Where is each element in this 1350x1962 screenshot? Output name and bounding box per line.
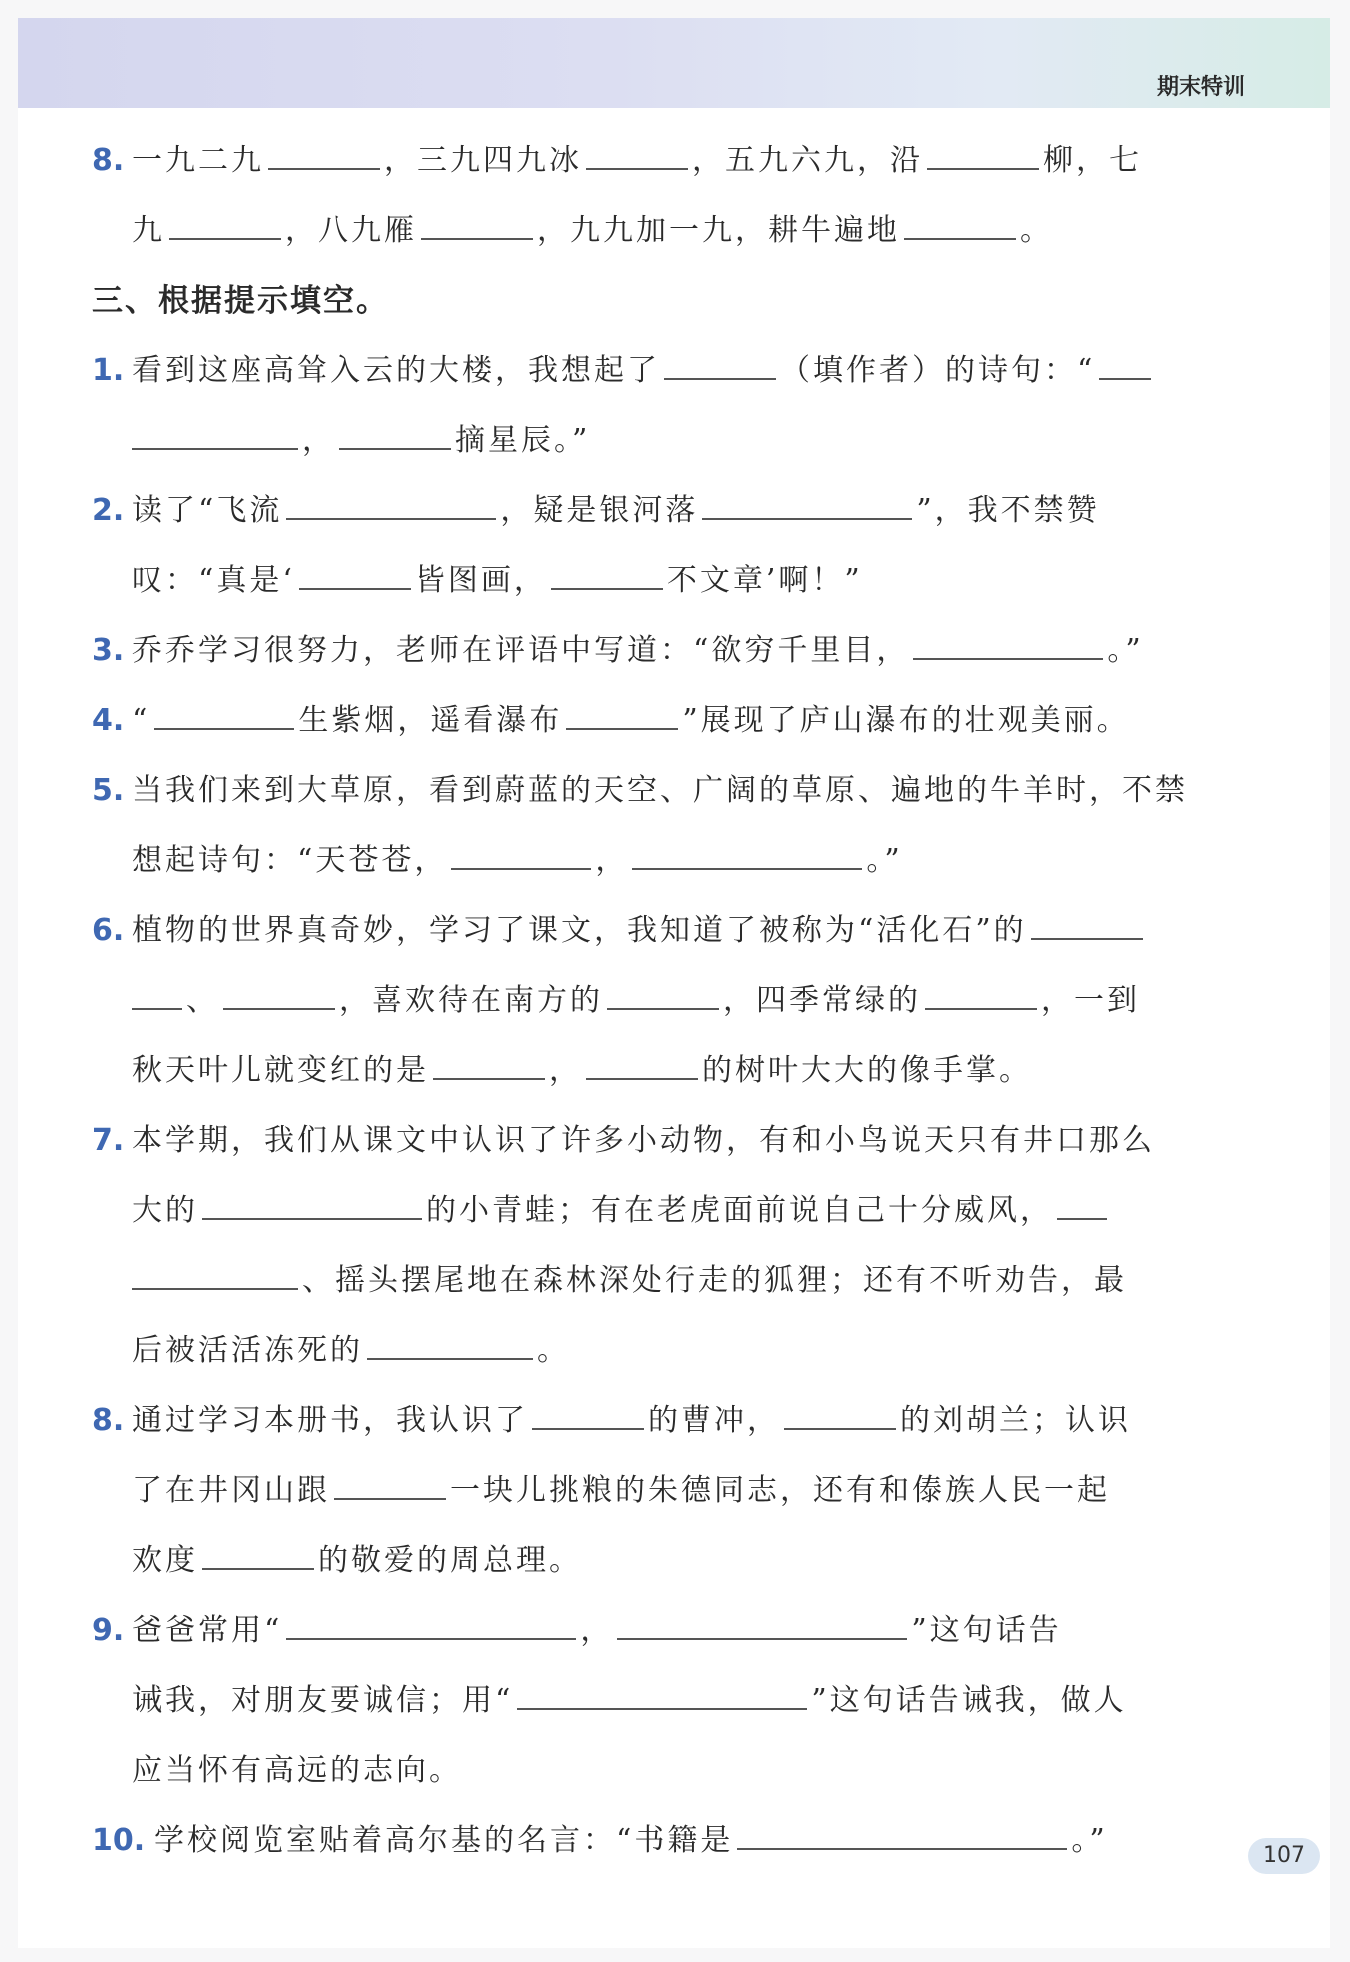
q3-line-1: 3. 乔乔学习很努力，老师在评语中写道：“欲穷千里目， 。” bbox=[92, 616, 1262, 686]
answer-blank[interactable] bbox=[132, 982, 182, 1010]
q7-line-1: 7. 本学期，我们从课文中认识了许多小动物，有和小鸟说天只有井口那么 bbox=[92, 1106, 1262, 1176]
workbook-page bbox=[18, 18, 1330, 1948]
q8a-line-1: 8. 一九二九 ，三九四九冰 ，五九六九，沿 柳，七 bbox=[92, 126, 1262, 196]
q2-line-1: 2. 读了“飞流 ，疑是银河落 ”，我不禁赞 bbox=[92, 476, 1262, 546]
q7-line-4: 后被活活冻死的 。 bbox=[132, 1333, 570, 1368]
answer-blank[interactable] bbox=[132, 422, 298, 450]
answer-blank[interactable] bbox=[517, 1682, 807, 1710]
answer-blank[interactable] bbox=[737, 1822, 1067, 1850]
answer-blank[interactable] bbox=[367, 1332, 533, 1360]
answer-blank[interactable] bbox=[784, 1402, 896, 1430]
page-number: 107 bbox=[1248, 1838, 1320, 1874]
q8a-line-2: 九 ，八九雁 ，九九加一九，耕牛遍地 。 bbox=[132, 213, 1053, 248]
q9-line-2: 诫我，对朋友要诚信；用“ ”这句话告诫我，做人 bbox=[132, 1683, 1127, 1718]
question-number: 10. bbox=[92, 1823, 146, 1858]
answer-blank[interactable] bbox=[1031, 912, 1143, 940]
answer-blank[interactable] bbox=[913, 632, 1103, 660]
q8b-line-3: 欢度 的敬爱的周总理。 bbox=[132, 1543, 582, 1578]
answer-blank[interactable] bbox=[607, 982, 719, 1010]
q5-line-2: 想起诗句：“天苍苍， ， 。” bbox=[132, 843, 903, 878]
q2-line-2: 叹：“真是‘ 皆图画， 不文章’啊！” bbox=[132, 563, 863, 598]
q6-line-2: 、 ，喜欢待在南方的 ，四季常绿的 ，一到 bbox=[92, 966, 1262, 1036]
q5-line-1: 5. 当我们来到大草原，看到蔚蓝的天空、广阔的草原、遍地的牛羊时，不禁 bbox=[92, 756, 1262, 826]
question-number: 2. bbox=[92, 493, 125, 528]
answer-blank[interactable] bbox=[566, 702, 678, 730]
section-title: 三、根据提示填空。 bbox=[92, 283, 389, 319]
content bbox=[92, 126, 1262, 1876]
answer-blank[interactable] bbox=[586, 1052, 698, 1080]
answer-blank[interactable] bbox=[202, 1542, 314, 1570]
answer-blank[interactable] bbox=[925, 982, 1037, 1010]
header-band bbox=[18, 18, 1330, 108]
q7-line-3: 、摇头摆尾地在森林深处行走的狐狸；还有不听劝告，最 bbox=[92, 1246, 1262, 1316]
question-number: 4. bbox=[92, 703, 125, 738]
q4-line-1: 4. “ 生紫烟，遥看瀑布 ”展现了庐山瀑布的壮观美丽。 bbox=[92, 686, 1262, 756]
q1-line-2: ， 摘星辰。” bbox=[92, 406, 1262, 476]
answer-blank[interactable] bbox=[433, 1052, 545, 1080]
question-number: 1. bbox=[92, 353, 125, 388]
q9-line-3: 应当怀有高远的志向。 bbox=[132, 1753, 462, 1788]
answer-blank[interactable] bbox=[169, 212, 281, 240]
question-number: 7. bbox=[92, 1123, 125, 1158]
answer-blank[interactable] bbox=[664, 352, 776, 380]
question-number: 3. bbox=[92, 633, 125, 668]
answer-blank[interactable] bbox=[268, 142, 380, 170]
answer-blank[interactable] bbox=[617, 1612, 907, 1640]
question-number: 5. bbox=[92, 773, 125, 808]
answer-blank[interactable] bbox=[202, 1192, 422, 1220]
answer-blank[interactable] bbox=[1057, 1192, 1107, 1220]
q8b-line-1: 8. 通过学习本册书，我认识了 的曹冲， 的刘胡兰；认识 bbox=[92, 1386, 1262, 1456]
q1-line-1: 1. 看到这座高耸入云的大楼，我想起了 （填作者）的诗句：“ bbox=[92, 336, 1262, 406]
answer-blank[interactable] bbox=[532, 1402, 644, 1430]
q10-line-1: 10. 学校阅览室贴着高尔基的名言：“书籍是 。” bbox=[92, 1806, 1262, 1876]
q7-line-2: 大的 的小青蛙；有在老虎面前说自己十分威风， bbox=[92, 1176, 1262, 1246]
answer-blank[interactable] bbox=[286, 492, 496, 520]
answer-blank[interactable] bbox=[223, 982, 335, 1010]
answer-blank[interactable] bbox=[421, 212, 533, 240]
answer-blank[interactable] bbox=[132, 1262, 298, 1290]
q6-line-3: 秋天叶儿就变红的是 ， 的树叶大大的像手掌。 bbox=[132, 1053, 1032, 1088]
answer-blank[interactable] bbox=[154, 702, 294, 730]
header-label: 期末特训 bbox=[1156, 75, 1245, 100]
answer-blank[interactable] bbox=[299, 562, 411, 590]
answer-blank[interactable] bbox=[551, 562, 663, 590]
answer-blank[interactable] bbox=[586, 142, 688, 170]
question-number: 9. bbox=[92, 1613, 125, 1648]
q9-line-1: 9. 爸爸常用“ ， ”这句话告 bbox=[92, 1596, 1262, 1666]
answer-blank[interactable] bbox=[1099, 352, 1151, 380]
question-number: 8. bbox=[92, 1403, 125, 1438]
answer-blank[interactable] bbox=[702, 492, 912, 520]
answer-blank[interactable] bbox=[927, 142, 1039, 170]
answer-blank[interactable] bbox=[632, 842, 862, 870]
answer-blank[interactable] bbox=[451, 842, 591, 870]
q8b-line-2: 了在井冈山跟 一块儿挑粮的朱德同志，还有和傣族人民一起 bbox=[132, 1473, 1110, 1508]
answer-blank[interactable] bbox=[904, 212, 1016, 240]
question-number: 8. bbox=[92, 143, 125, 178]
answer-blank[interactable] bbox=[339, 422, 451, 450]
q6-line-1: 6. 植物的世界真奇妙，学习了课文，我知道了被称为“活化石”的 bbox=[92, 896, 1262, 966]
answer-blank[interactable] bbox=[286, 1612, 576, 1640]
question-number: 6. bbox=[92, 913, 125, 948]
answer-blank[interactable] bbox=[334, 1472, 446, 1500]
